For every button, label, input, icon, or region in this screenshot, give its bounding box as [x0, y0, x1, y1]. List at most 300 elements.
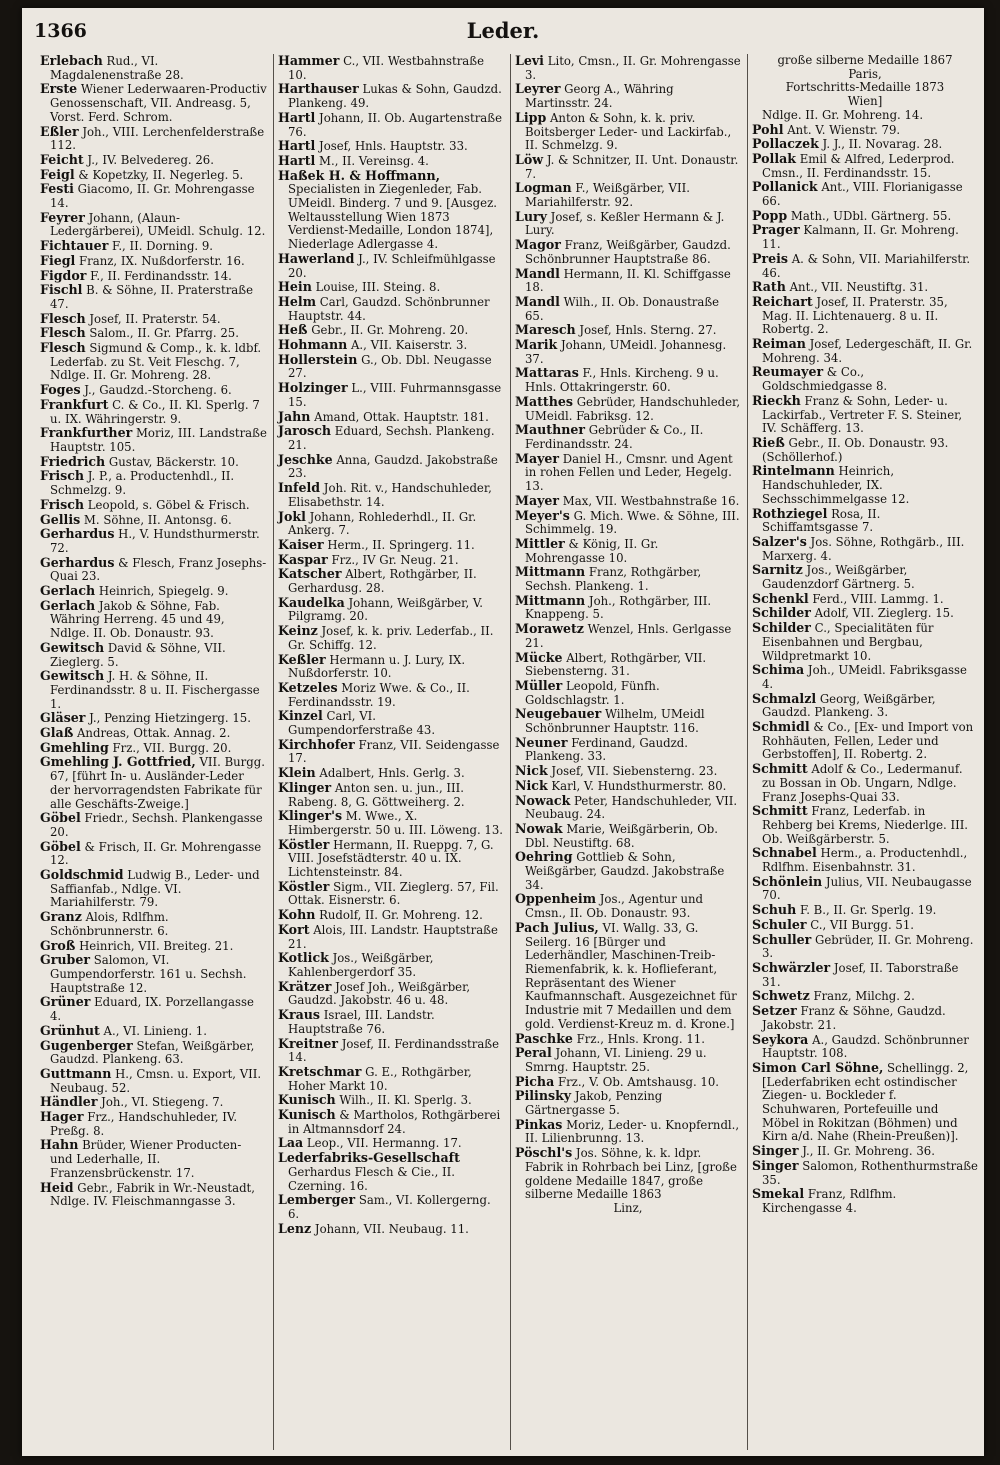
entry-name: Schmidl: [752, 719, 810, 735]
entry-name: Reichart: [752, 293, 813, 309]
entry-name: Göbel: [40, 838, 81, 854]
entry-details: & Co., Goldschmiedgasse 8.: [762, 365, 888, 394]
entry-name: Mattaras: [515, 365, 579, 381]
entry-details: Ludwig B., Leder- und Saffianfab., Ndlge. VI. Mariahilferstr. 79.: [50, 868, 260, 910]
entry-name: Gruber: [40, 952, 90, 968]
entry-details: Specialisten in Ziegenleder, Fab. UMeidl. Binderg. 7 und 9. [Ausgez. Weltausstellung Wien 1873 Verdienst-Medaille, London 1874], Niederlage Adlergasse 4.: [288, 182, 497, 252]
directory-entry: [515, 1046, 741, 1074]
directory-entry: [40, 995, 267, 1023]
entry-details: Georg A., Währing Martinsstr. 24.: [525, 82, 674, 111]
directory-entry: [278, 338, 504, 353]
entry-name: Logman: [515, 180, 572, 196]
column-1: [36, 54, 273, 1450]
directory-entry: [515, 779, 741, 794]
directory-entry: [515, 764, 741, 779]
page-number: 1366: [34, 20, 87, 42]
entry-details: VI. Wallg. 33, G. Seilerg. 16 [Bürger und Lederhändler, Maschinen-Treib-Riemenfabrik, k. k. Hoflieferant, Repräsentant des Wiener Kaufmannschaft. Ausgezeichnet für Industrie mit 7 Medaillen und dem gold. Verdienst-Kreuz m. d. Krone.]: [525, 920, 737, 1031]
entry-continuation: Wien]: [847, 94, 883, 109]
entry-details: Herm., II. Springerg. 11.: [323, 537, 475, 552]
entry-name: Mandl: [515, 293, 560, 309]
entry-details: A., Gaudzd. Schönbrunner Hauptstr. 108.: [762, 1032, 969, 1061]
entry-continuation: Paris,: [848, 66, 882, 81]
directory-entry: [278, 1093, 504, 1108]
directory-entry: [752, 1144, 978, 1159]
directory-entry: [752, 592, 978, 607]
entry-details: Daniel H., Cmsnr. und Agent in rohen Fellen und Leder, Hegelg. 13.: [525, 451, 733, 494]
entry-name: Nowack: [515, 792, 571, 808]
entry-name: Flesch: [40, 325, 86, 341]
directory-page: [22, 8, 984, 1456]
entry-details: J., II. Gr. Mohreng. 36.: [798, 1144, 935, 1159]
directory-entry: [752, 1159, 978, 1187]
directory-entry: [752, 209, 978, 224]
entry-name: Popp: [752, 207, 788, 223]
directory-entry: [515, 494, 741, 509]
entry-details: Stefan, Weißgärber, Gaudzd. Plankeng. 63.: [50, 1038, 255, 1067]
entry-name: Maresch: [515, 322, 576, 338]
directory-entry: [40, 811, 267, 839]
directory-entry: [40, 341, 267, 383]
entry-name: Gerhardus: [40, 526, 115, 542]
entry-name: Mittler: [515, 535, 565, 551]
entry-name: Fichtauer: [40, 238, 109, 254]
entry-name: Göbel: [40, 810, 81, 826]
entry-name: Köstler: [278, 836, 330, 852]
directory-entry: [515, 1075, 741, 1090]
directory-entry: [752, 961, 978, 989]
directory-entry: [40, 755, 267, 811]
entry-details: Anton & Sohn, k. k. priv. Boitsberger Leder- und Lackirfab., II. Schmelzg. 9.: [525, 110, 732, 153]
entry-name: Kreitner: [278, 1035, 338, 1051]
entry-details: C. & Co., II. Kl. Sperlg. 7 u. IX. Währingerstr. 9.: [50, 397, 260, 426]
entry-name: Lury: [515, 208, 547, 224]
directory-entry: [752, 1187, 978, 1215]
entry-details: H., Cmsn. u. Export, VII. Neubaug. 52.: [50, 1066, 262, 1095]
entry-details: Wilhelm, UMeidl Schönbrunner Hauptstr. 116.: [525, 707, 705, 736]
directory-entry: [752, 535, 978, 563]
entry-name: Schuler: [752, 916, 807, 932]
entry-name: Schwärzler: [752, 960, 831, 975]
entry-details: David & Söhne, VII. Zieglerg. 5.: [50, 640, 226, 669]
entry-name: Schuller: [752, 931, 812, 947]
directory-entry: [40, 426, 267, 454]
directory-entry: [278, 681, 504, 709]
entry-details: Johann, UMeidl. Johannesg. 37.: [525, 338, 727, 366]
entry-name: Prager: [752, 222, 800, 238]
entry-name: Flesch: [40, 340, 86, 356]
directory-entry: [515, 366, 741, 394]
entry-details: Josef, Ledergeschäft, II. Gr. Mohreng. 34.: [762, 337, 973, 365]
directory-entry: [752, 989, 978, 1004]
directory-entry: [752, 1033, 978, 1061]
page-title: Leder.: [466, 18, 540, 43]
entry-details: VII. Burgg. 67, [führt In- u. Ausländer-Leder der hervorragendsten Fabrikate für alle Geschäfts-Zweige.]: [50, 755, 265, 811]
entry-name: Kunisch: [278, 1092, 336, 1108]
directory-entry: [515, 622, 741, 650]
entry-details: J. & Schnitzer, II. Unt. Donaustr. 7.: [525, 152, 739, 181]
entry-name: Gewitsch: [40, 639, 105, 655]
entry-details: Heinrich, Spiegelg. 9.: [95, 584, 229, 599]
entry-details: Kalmann, II. Gr. Mohreng. 11.: [762, 223, 959, 252]
directory-entry: [40, 125, 267, 153]
directory-entry: [278, 1136, 504, 1151]
entry-name: Preis: [752, 250, 788, 266]
entry-name: Neuner: [515, 734, 568, 750]
entry-details: C., Specialitäten für Eisenbahnen und Bergbau, Wildpretmarkt 10.: [762, 621, 934, 663]
entry-name: Helm: [278, 293, 317, 309]
entry-details: Louise, III. Steing. 8.: [311, 280, 441, 295]
directory-entry: [278, 481, 504, 509]
directory-entry: [278, 424, 504, 452]
directory-entry: [278, 1222, 504, 1237]
entry-details: Anton sen. u. jun., III. Rabeng. 8, G. Göttweiherg. 2.: [288, 780, 465, 809]
entry-details: Frz., IV Gr. Neug. 21.: [327, 552, 459, 567]
entry-details: Gebrüder, II. Gr. Mohreng. 3.: [762, 932, 974, 961]
entry-name: Mayer: [515, 492, 560, 508]
directory-entry: [40, 1039, 267, 1067]
column-2: [273, 54, 510, 1450]
directory-entry: [752, 507, 978, 535]
entry-name: Schmalzl: [752, 690, 817, 706]
directory-entry: [752, 762, 978, 804]
entry-name: Haßek H. & Hoffmann,: [278, 167, 440, 183]
directory-entry: [278, 139, 504, 154]
directory-entry: [40, 498, 267, 513]
directory-entry: [278, 781, 504, 809]
entry-details: Franz & Söhne, Gaudzd. Jakobstr. 21.: [762, 1004, 946, 1032]
entry-details: G., Ob. Dbl. Neugasse 27.: [288, 352, 492, 381]
entry-name: Jarosch: [278, 423, 332, 439]
directory-entry: [40, 726, 267, 741]
entry-name: Schwetz: [752, 988, 810, 1004]
entry-name: Pollak: [752, 150, 796, 166]
directory-entry: [278, 410, 504, 425]
entry-details: F., Weißgärber, VII. Mariahilferstr. 92.: [525, 181, 690, 210]
entry-details: J., Gaudzd.-Storcheng. 6.: [80, 383, 232, 398]
entry-name: Feicht: [40, 151, 84, 167]
directory-entry: [278, 381, 504, 409]
entry-name: Lemberger: [278, 1192, 356, 1208]
entry-details: Josef, k. k. priv. Lederfab., II. Gr. Schiffg. 12.: [288, 624, 494, 652]
directory-entry: [752, 933, 978, 961]
entry-details: Franz, Rothgärber, Sechsh. Plankeng. 1.: [525, 565, 702, 594]
entry-details: Eduard, IX. Porzellangasse 4.: [50, 995, 254, 1024]
directory-entry: [278, 169, 504, 252]
entry-details: Julius, VII. Neubaugasse 70.: [762, 874, 972, 903]
entry-name: Goldschmid: [40, 867, 124, 883]
entry-name: Infeld: [278, 480, 321, 496]
directory-entry: [40, 269, 267, 284]
entry-name: Erlebach: [40, 54, 103, 68]
entry-name: Holzinger: [278, 380, 348, 396]
entry-name: Salzer's: [752, 533, 807, 549]
entry-details: & Frisch, II. Gr. Mohrengasse 12.: [50, 839, 262, 868]
entry-details: M. Söhne, II. Antonsg. 6.: [80, 512, 232, 527]
directory-entry: [40, 168, 267, 183]
directory-entry: [752, 720, 978, 762]
entry-details: Joh., VI. Stiegeng. 7.: [97, 1095, 224, 1110]
entry-name: Mauthner: [515, 422, 586, 438]
entry-details: Josef, II. Praterstr. 35, Mag. II. Lichtenauerg. 8 u. II. Robertg. 2.: [762, 294, 948, 337]
entry-name: Kunisch: [278, 1107, 336, 1123]
entry-details: Josef, Hnls. Hauptstr. 33.: [315, 139, 468, 154]
entry-name: Nick: [515, 763, 548, 779]
directory-entry: [278, 538, 504, 553]
directory-entry: [40, 1138, 267, 1180]
directory-entry: [515, 537, 741, 565]
entry-details: J. H. & Söhne, II. Ferdinandsstr. 8 u. II. Fischergasse 1.: [50, 669, 260, 711]
entry-name: Morawetz: [515, 621, 584, 637]
entry-name: Pollanick: [752, 179, 818, 195]
entry-name: Friedrich: [40, 453, 106, 469]
entry-name: Ketzeles: [278, 679, 338, 695]
entry-name: Lederfabriks-Gesellschaft: [278, 1150, 460, 1166]
directory-entry: [752, 123, 978, 138]
entry-name: Heid: [40, 1179, 74, 1195]
entry-details: Salom., II. Gr. Pfarrg. 25.: [85, 326, 239, 341]
entry-details: Wilh., II. Ob. Donaustraße 65.: [525, 294, 720, 323]
directory-entry: [40, 211, 267, 239]
entry-name: Meyer's: [515, 507, 570, 523]
entry-name: Frankfurt: [40, 396, 109, 412]
entry-name: Rieß: [752, 434, 785, 450]
entry-details: G. E., Rothgärber, Hoher Markt 10.: [288, 1064, 472, 1093]
entry-details: Schellingg. 2, [Lederfabriken echt ostindischer Ziegen- u. Bockleder f. Schuhwaren, Portefeuille und Möbel in Rokitzan (Böhmen) und Kirn a/d. Nahe (Rhein-Preußen)].: [762, 1060, 969, 1144]
directory-entry: [40, 1024, 267, 1039]
directory-entry: [40, 182, 267, 210]
directory-entry: [278, 295, 504, 323]
directory-entry: [515, 338, 741, 366]
directory-entry: [278, 510, 504, 538]
entry-details: Johann, VII. Neubaug. 11.: [311, 1221, 469, 1236]
entry-name: Pohl: [752, 121, 784, 137]
entry-name: Pöschl's: [515, 1145, 573, 1161]
entry-details: Josef, VII. Siebensterng. 23.: [547, 764, 718, 779]
entry-details: Ant., VIII. Florianigasse 66.: [762, 180, 963, 209]
entry-name: Seykora: [752, 1031, 809, 1047]
directory-entry: [515, 892, 741, 920]
directory-entry: [515, 921, 741, 1032]
directory-entry: [278, 54, 504, 82]
entry-name: Grünhut: [40, 1022, 100, 1038]
entry-name: Keßler: [278, 651, 326, 667]
directory-entry: [515, 509, 741, 537]
entry-details: Gebr., Fabrik in Wr.-Neustadt, Ndlge. IV. Fleischmanngasse 3.: [50, 1180, 255, 1209]
entry-details: Alois, Rdlfhm. Schönbrunnerstr. 6.: [50, 910, 169, 938]
directory-entry: [40, 82, 267, 124]
directory-entry: [40, 939, 267, 954]
entry-details: Salomon, Rothenthurmstraße 35.: [762, 1158, 978, 1187]
directory-entry: [278, 1193, 504, 1221]
directory-entry: [40, 599, 267, 641]
entry-details: Jos., Agentur und Cmsn., II. Ob. Donaustr. 93.: [525, 892, 704, 921]
entry-name: Löw: [515, 151, 544, 167]
directory-entry: [515, 323, 741, 338]
entry-name: Lenz: [278, 1220, 312, 1236]
entry-name: Harthauser: [278, 81, 359, 97]
entry-details: Josef, II. Praterstr. 54.: [85, 311, 221, 326]
directory-entry: [752, 464, 978, 506]
entry-name: Setzer: [752, 1003, 797, 1019]
entry-details: & Co., [Ex- und Import von Rohhäuten, Fellen, Leder und Gerbstoffen], II. Robertg. 2.: [762, 720, 974, 762]
entry-name: Paschke: [515, 1030, 573, 1046]
entry-continuation: Ndlge. II. Gr. Mohreng. 14.: [762, 107, 924, 122]
entry-name: Oehring: [515, 849, 573, 865]
directory-entry: [515, 1118, 741, 1146]
entry-details: Lito, Cmsn., II. Gr. Mohrengasse 3.: [525, 54, 741, 82]
entry-details: Adalbert, Hnls. Gerlg. 3.: [315, 766, 465, 781]
entry-details: Moriz, Leder- u. Knopferndl., II. Lilienbrunng. 13.: [525, 1117, 740, 1146]
entry-name: Fiegl: [40, 252, 76, 268]
entry-name: Schenkl: [752, 590, 809, 606]
directory-entry: [515, 707, 741, 735]
entry-name: Kinzel: [278, 708, 323, 724]
entry-details: Albert, Rothgärber, II. Gerhardusg. 28.: [288, 567, 477, 596]
entry-name: Pinkas: [515, 1116, 563, 1132]
entry-name: Schmitt: [752, 803, 808, 819]
entry-name: Gewitsch: [40, 668, 105, 684]
entry-details: Franz, Lederfab. in Rehberg bei Krems, Niederlge. III. Ob. Weißgärberstr. 5.: [762, 804, 969, 846]
entry-details: Eduard, Sechsh. Plankeng. 21.: [288, 424, 495, 452]
entry-name: Pach Julius,: [515, 919, 599, 935]
entry-details: Jos. Söhne, k. k. ldpr. Fabrik in Rohrbach bei Linz, [große goldene Medaille 1847, große silberne Medaille 1863: [525, 1146, 737, 1202]
directory-entry: [40, 312, 267, 327]
directory-entry: [278, 280, 504, 295]
entry-name: Fischl: [40, 282, 83, 298]
entry-continuation: Fortschritts-Medaille 1873: [785, 80, 945, 95]
directory-entry: [40, 1095, 267, 1110]
entry-details: Leopold, s. Göbel & Frisch.: [84, 497, 250, 512]
entry-details: M. Wwe., X. Himbergerstr. 50 u. III. Löweng. 13.: [288, 809, 503, 837]
entry-details: F., II. Ferdinandsstr. 14.: [86, 268, 232, 283]
entry-name: Granz: [40, 909, 82, 925]
entry-details: Johann, Rohlederhdl., II. Gr. Ankerg. 7.: [288, 509, 477, 538]
directory-entry: [40, 527, 267, 555]
directory-entry: [278, 1108, 504, 1136]
entry-name: Lipp: [515, 109, 547, 125]
entry-name: Krätzer: [278, 978, 332, 994]
directory-entry: [278, 453, 504, 481]
directory-entry: [40, 153, 267, 168]
entry-name: Festi: [40, 181, 74, 197]
entry-details: Franz & Sohn, Leder- u. Lackirfab., Vertreter F. S. Steiner, IV. Schäfferg. 13.: [762, 393, 963, 436]
entry-name: Kaudelka: [278, 594, 345, 610]
entry-name: Schnabel: [752, 845, 817, 861]
entry-details: Ant. V. Wienstr. 79.: [783, 122, 901, 137]
entry-details: Leop., VII. Hermanng. 17.: [303, 1136, 462, 1151]
directory-entry: [40, 1181, 267, 1209]
entry-details: J. J., II. Novarag. 28.: [818, 137, 943, 152]
directory-entry: [515, 181, 741, 209]
entry-name: Hohmann: [278, 337, 348, 353]
directory-entry: [515, 82, 741, 110]
directory-entry: [40, 383, 267, 398]
entry-details: Josef, II. Ferdinandsstraße 14.: [288, 1036, 500, 1065]
entry-name: Schönlein: [752, 873, 823, 889]
entry-details: Gebr., II. Gr. Mohreng. 20.: [307, 323, 469, 338]
entry-name: Reumayer: [752, 364, 824, 380]
entry-details: Gebrüder, Handschuhleder, UMeidl. Fabriksg. 12.: [525, 394, 741, 423]
entry-name: Reiman: [752, 336, 806, 352]
entry-details: B. & Söhne, II. Praterstraße 47.: [50, 283, 253, 311]
entry-details: Emil & Alfred, Lederprod. Cmsn., II. Ferdinandsstr. 15.: [762, 151, 955, 180]
directory-entry: [278, 82, 504, 110]
entry-details: Frz., Hnls. Krong. 11.: [572, 1031, 705, 1046]
directory-entry: [752, 337, 978, 365]
entry-name: Figdor: [40, 267, 87, 283]
entry-details: Carl, VI. Gumpendorferstraße 43.: [288, 709, 436, 738]
entry-name: Hartl: [278, 152, 316, 168]
entry-details: Max, VII. Westbahnstraße 16.: [559, 493, 740, 508]
entry-details: & Martholos, Rothgärberei in Altmannsdorf 24.: [288, 1108, 501, 1136]
directory-entry: [278, 1151, 504, 1193]
entry-details: Franz, Rdlfhm. Kirchengasse 4.: [762, 1187, 897, 1215]
entry-details: Lukas & Sohn, Gaudzd. Plankeng. 49.: [288, 82, 502, 111]
directory-entry: [278, 1008, 504, 1036]
entry-name: Kort: [278, 921, 310, 937]
directory-entry: [278, 553, 504, 568]
entry-name: Gerlach: [40, 597, 96, 613]
entry-details: Andreas, Ottak. Annag. 2.: [73, 726, 231, 741]
directory-entry: [515, 153, 741, 181]
entry-details: J., IV. Schleifmühlgasse 20.: [288, 251, 496, 280]
directory-entry: [40, 254, 267, 269]
entry-name: Matthes: [515, 393, 573, 409]
entry-details: Brüder, Wiener Producten- und Lederhalle, II. Franzensbrückenstr. 17.: [50, 1138, 242, 1180]
entry-name: Neugebauer: [515, 706, 602, 722]
entry-details: Johann, Weißgärber, V. Pilgramg. 20.: [288, 595, 483, 624]
entry-details: Heinrich, VII. Breiteg. 21.: [75, 938, 234, 953]
entry-details: Karl, V. Hundsthurmerstr. 80.: [547, 778, 727, 793]
entry-details: Franz, Milchg. 2.: [809, 989, 915, 1004]
directory-entry: [515, 822, 741, 850]
directory-entry: [752, 365, 978, 393]
entry-name: Feigl: [40, 166, 75, 182]
directory-entry: [40, 556, 267, 584]
directory-entry: [278, 838, 504, 880]
entry-details: Anna, Gaudzd. Jakobstraße 23.: [288, 452, 498, 481]
entry-name: Kotlick: [278, 950, 329, 966]
entry-details: Franz, VII. Seidengasse 17.: [288, 737, 500, 766]
directory-entry: [40, 455, 267, 470]
entry-name: Rintelmann: [752, 463, 835, 479]
directory-entry: [40, 1067, 267, 1095]
entry-details: Joh., UMeidl. Fabriksgasse 4.: [762, 663, 967, 691]
directory-entry: [40, 469, 267, 497]
entry-name: Magor: [515, 237, 561, 253]
entry-details: Herm., a. Productenhdl., Rdlfhm. Eisenbahnstr. 31.: [762, 846, 968, 875]
directory-entry: [278, 1037, 504, 1065]
entry-details: Rosa, II. Schiffamtsgasse 7.: [762, 506, 881, 535]
entry-name: Nick: [515, 777, 548, 793]
directory-entry: [752, 846, 978, 874]
directory-entry: [278, 111, 504, 139]
directory-entry: [278, 596, 504, 624]
entry-name: Gerlach: [40, 583, 96, 599]
entry-details: Peter, Handschuhleder, VII. Neubaug. 24.: [525, 793, 738, 822]
entry-name: Schilder: [752, 620, 811, 636]
directory-entry: [40, 239, 267, 254]
entry-name: Hartl: [278, 138, 316, 154]
column-3: [510, 54, 747, 1450]
directory-entry: [515, 1032, 741, 1047]
column-4: [747, 54, 984, 1450]
directory-entry: [515, 850, 741, 892]
entry-details: Sigm., VII. Zieglerg. 57, Fil. Ottak. Eisnerstr. 6.: [288, 879, 499, 908]
entry-details: Josef, s. Keßler Hermann & J. Lury.: [525, 209, 725, 238]
entry-details: Gebrüder & Co., II. Ferdinandsstr. 24.: [525, 423, 704, 451]
entry-name: Rothziegel: [752, 505, 828, 521]
